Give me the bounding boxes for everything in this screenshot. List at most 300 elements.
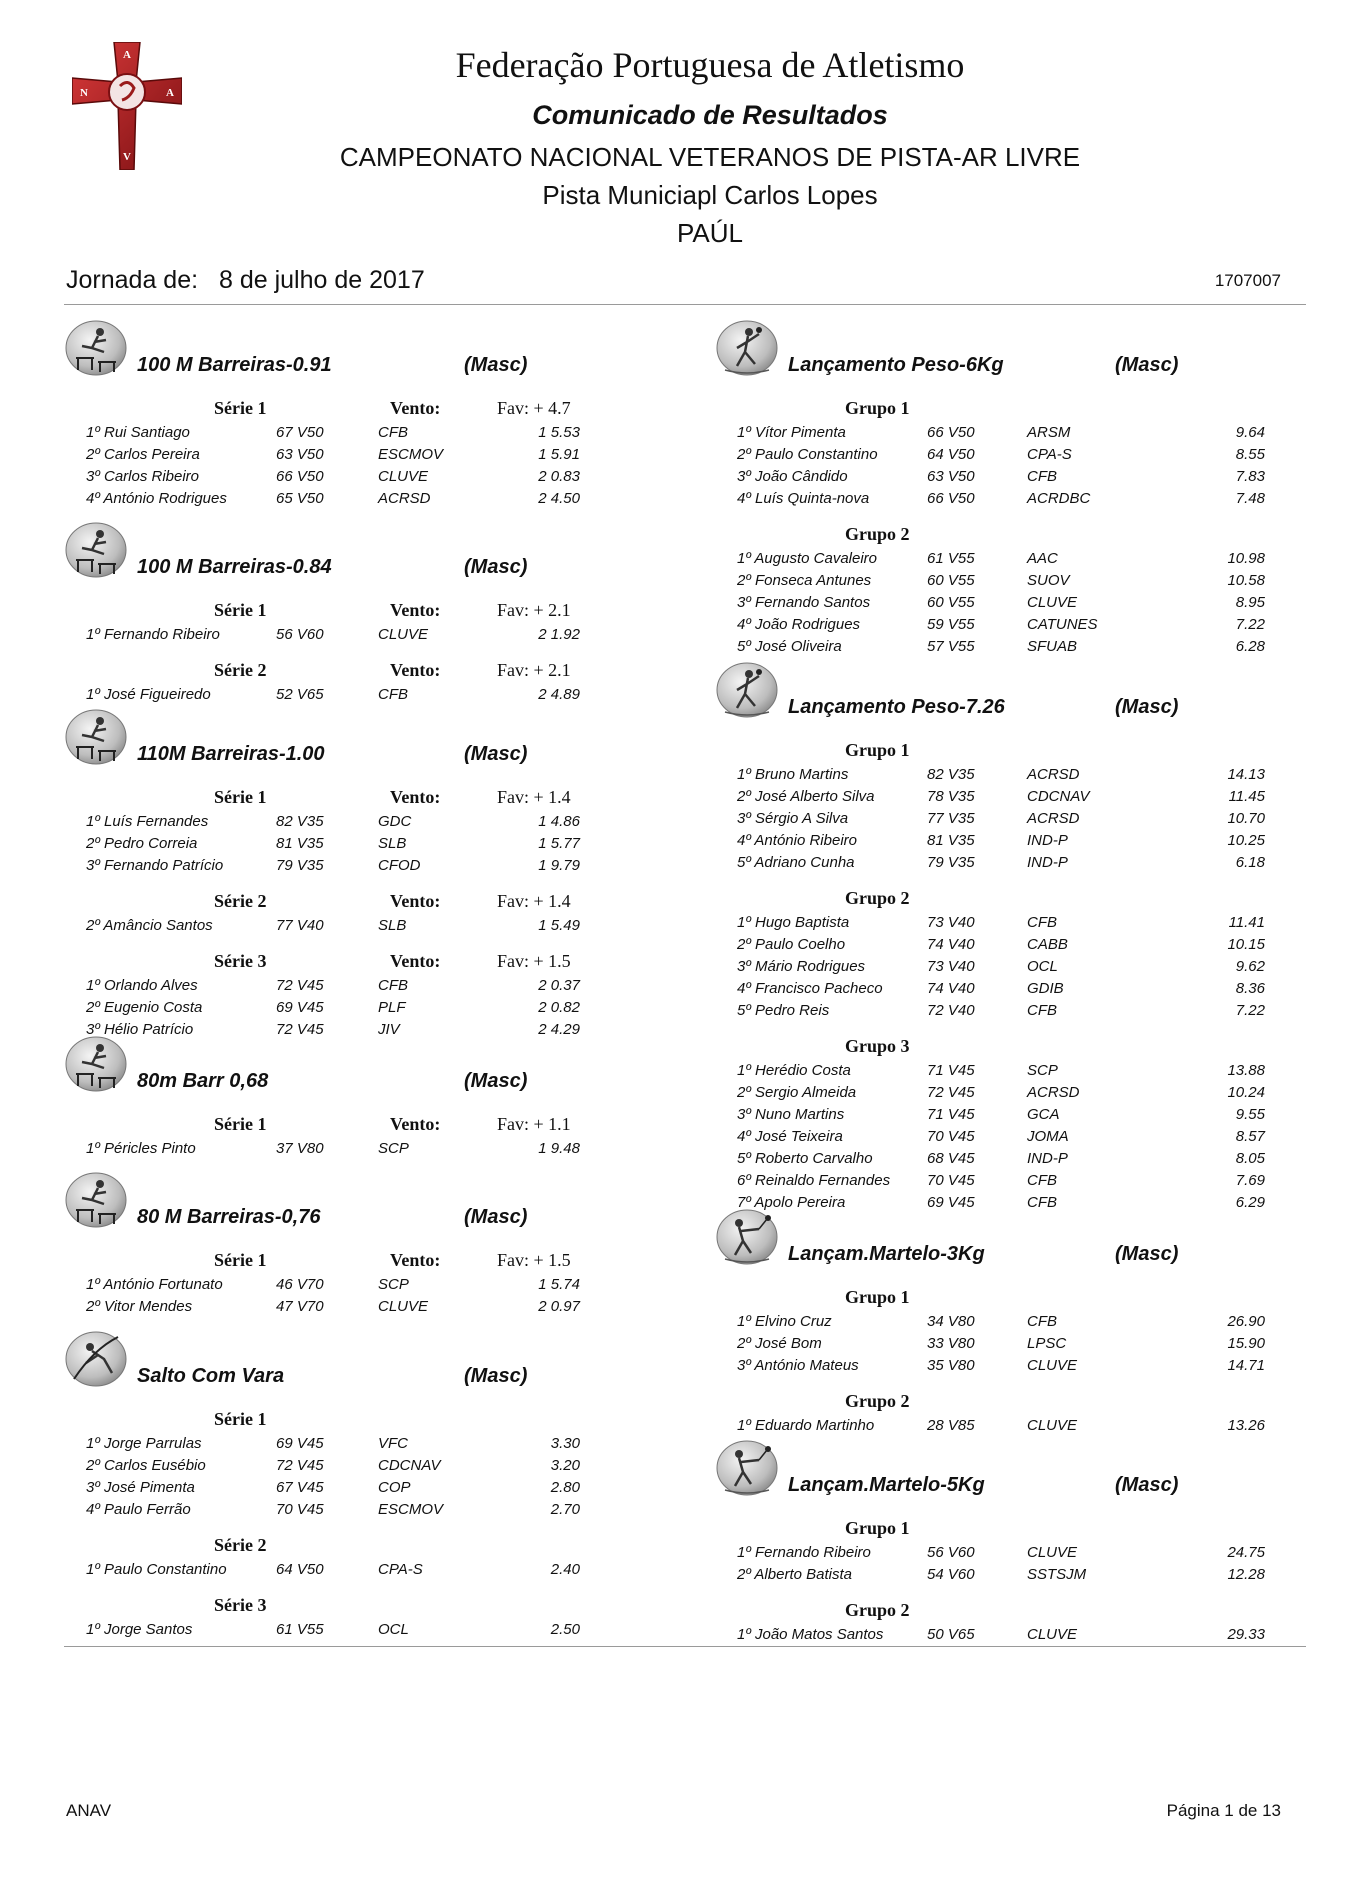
result-row bbox=[715, 592, 1315, 614]
result-row bbox=[64, 833, 664, 855]
athlete-result: 15.90 bbox=[1227, 1335, 1265, 1352]
shot-put-icon bbox=[715, 660, 779, 720]
hurdles-icon bbox=[64, 707, 128, 767]
athlete-place-name: 3º Hélio Patrício bbox=[86, 1021, 194, 1038]
athlete-age-class: 67 V45 bbox=[276, 1479, 324, 1496]
athlete-club: SCP bbox=[1027, 1062, 1058, 1079]
athlete-place-name: 2º Pedro Correia bbox=[86, 835, 198, 852]
result-row bbox=[715, 466, 1315, 488]
city-name: PAÚL bbox=[677, 218, 743, 248]
athlete-age-class: 70 V45 bbox=[927, 1128, 975, 1145]
athlete-age-class: 79 V35 bbox=[276, 857, 324, 874]
athlete-result: 2 4.50 bbox=[538, 490, 580, 507]
athlete-age-class: 72 V40 bbox=[927, 1002, 975, 1019]
athlete-age-class: 59 V55 bbox=[927, 616, 975, 633]
page-number: Página 1 de 13 bbox=[1166, 1801, 1281, 1820]
wind-value: Fav: + 1.5 bbox=[497, 951, 571, 971]
athlete-place-name: 2º Fonseca Antunes bbox=[737, 572, 872, 589]
group-header bbox=[715, 1389, 1315, 1415]
result-row bbox=[715, 934, 1315, 956]
wind-label: Vento: bbox=[390, 1114, 441, 1134]
date-label: Jornada de: bbox=[66, 266, 199, 294]
result-row bbox=[64, 1477, 664, 1499]
athlete-club: CFB bbox=[1027, 1313, 1057, 1330]
result-row bbox=[715, 808, 1315, 830]
athlete-place-name: 1º Hugo Baptista bbox=[737, 914, 850, 931]
group-label: Grupo 3 bbox=[845, 1036, 910, 1056]
event-block bbox=[64, 707, 664, 1041]
wind-value: Fav: + 1.1 bbox=[497, 1114, 571, 1134]
athlete-result: 24.75 bbox=[1227, 1544, 1265, 1561]
event-header bbox=[64, 520, 664, 598]
athlete-club: SLB bbox=[378, 917, 407, 934]
hurdles-icon bbox=[64, 520, 128, 580]
top-divider bbox=[64, 304, 1306, 305]
wind-value: Fav: + 4.7 bbox=[497, 398, 571, 418]
athlete-age-class: 47 V70 bbox=[276, 1298, 324, 1315]
athlete-age-class: 72 V45 bbox=[276, 1021, 324, 1038]
athlete-result: 14.71 bbox=[1227, 1357, 1265, 1374]
wind-value: Fav: + 1.5 bbox=[497, 1250, 571, 1270]
wind-label: Vento: bbox=[390, 951, 441, 971]
event-title: 80 M Barreiras-0,76 bbox=[137, 1206, 321, 1228]
athlete-result: 2 1.92 bbox=[538, 626, 580, 643]
athlete-place-name: 1º Elvino Cruz bbox=[737, 1313, 832, 1330]
athlete-place-name: 3º Fernando Santos bbox=[737, 594, 871, 611]
athlete-club: CFB bbox=[1027, 1194, 1057, 1211]
athlete-club: OCL bbox=[378, 1621, 409, 1638]
wind-label: Vento: bbox=[390, 398, 441, 418]
event-header bbox=[715, 1207, 1315, 1285]
athlete-result: 29.33 bbox=[1227, 1626, 1265, 1643]
result-row bbox=[715, 1170, 1315, 1192]
athlete-place-name: 2º Eugenio Costa bbox=[86, 999, 203, 1016]
athlete-club: PLF bbox=[378, 999, 406, 1016]
event-block bbox=[64, 520, 664, 706]
athlete-place-name: 3º José Pimenta bbox=[86, 1479, 195, 1496]
event-header bbox=[715, 660, 1315, 738]
event-title: Lançam.Martelo-3Kg bbox=[788, 1243, 985, 1265]
athlete-result: 7.69 bbox=[1235, 1172, 1265, 1189]
athlete-place-name: 5º Adriano Cunha bbox=[737, 854, 855, 871]
athlete-age-class: 77 V35 bbox=[927, 810, 975, 827]
athlete-result: 7.48 bbox=[1235, 490, 1265, 507]
athlete-age-class: 69 V45 bbox=[276, 1435, 324, 1452]
group-header bbox=[715, 396, 1315, 422]
athlete-place-name: 1º Eduardo Martinho bbox=[737, 1417, 875, 1434]
athlete-age-class: 67 V50 bbox=[276, 424, 324, 441]
svg-text:N: N bbox=[80, 87, 88, 99]
athlete-club: SFUAB bbox=[1027, 638, 1078, 655]
result-row bbox=[64, 444, 664, 466]
athlete-club: VFC bbox=[378, 1435, 408, 1452]
athlete-result: 2 0.37 bbox=[538, 977, 580, 994]
group-header bbox=[64, 1112, 664, 1138]
athlete-result: 13.26 bbox=[1227, 1417, 1265, 1434]
result-row bbox=[715, 636, 1315, 658]
athlete-place-name: 1º António Fortunato bbox=[86, 1276, 223, 1293]
result-row bbox=[715, 1564, 1315, 1586]
athlete-age-class: 63 V50 bbox=[927, 468, 975, 485]
result-row bbox=[715, 786, 1315, 808]
footer-organization: ANAV bbox=[66, 1801, 112, 1820]
athlete-age-class: 35 V80 bbox=[927, 1357, 975, 1374]
event-header bbox=[64, 318, 664, 396]
athlete-age-class: 81 V35 bbox=[276, 835, 324, 852]
athlete-place-name: 3º Sérgio A Silva bbox=[737, 810, 849, 827]
result-row bbox=[64, 915, 664, 937]
athlete-place-name: 4º António Ribeiro bbox=[737, 832, 857, 849]
athlete-place-name: 1º Fernando Ribeiro bbox=[737, 1544, 871, 1561]
athlete-age-class: 34 V80 bbox=[927, 1313, 975, 1330]
athlete-place-name: 1º Jorge Parrulas bbox=[86, 1435, 202, 1452]
athlete-place-name: 1º Bruno Martins bbox=[737, 766, 849, 783]
result-row bbox=[715, 912, 1315, 934]
athlete-age-class: 79 V35 bbox=[927, 854, 975, 871]
result-row bbox=[715, 444, 1315, 466]
athlete-age-class: 78 V35 bbox=[927, 788, 975, 805]
athlete-age-class: 74 V40 bbox=[927, 980, 975, 997]
event-gender: (Masc) bbox=[464, 556, 528, 578]
athlete-result: 9.55 bbox=[1235, 1106, 1265, 1123]
athlete-club: CFB bbox=[378, 977, 408, 994]
athlete-place-name: 3º João Cândido bbox=[737, 468, 848, 485]
result-row bbox=[715, 1624, 1315, 1646]
athlete-place-name: 1º José Figueiredo bbox=[86, 686, 211, 703]
result-row bbox=[715, 548, 1315, 570]
group-label: Série 1 bbox=[214, 1250, 267, 1270]
result-row bbox=[715, 614, 1315, 636]
athlete-result: 11.45 bbox=[1228, 788, 1265, 805]
wind-label: Vento: bbox=[390, 891, 441, 911]
athlete-place-name: 3º Carlos Ribeiro bbox=[86, 468, 200, 485]
event-block bbox=[64, 1170, 664, 1318]
group-header bbox=[715, 1516, 1315, 1542]
group-header bbox=[715, 1034, 1315, 1060]
athlete-result: 10.24 bbox=[1227, 1084, 1265, 1101]
result-row bbox=[64, 975, 664, 997]
athlete-place-name: 1º Luís Fernandes bbox=[86, 813, 209, 830]
athlete-club: CFB bbox=[378, 686, 408, 703]
athlete-place-name: 4º Francisco Pacheco bbox=[737, 980, 883, 997]
athlete-club: CABB bbox=[1027, 936, 1068, 953]
result-row bbox=[715, 1000, 1315, 1022]
result-row bbox=[64, 684, 664, 706]
date-line bbox=[66, 266, 425, 295]
pole-vault-icon bbox=[64, 1329, 128, 1389]
result-row bbox=[715, 764, 1315, 786]
athlete-result: 12.28 bbox=[1227, 1566, 1265, 1583]
result-row bbox=[715, 978, 1315, 1000]
document-number: 1707007 bbox=[1214, 271, 1281, 290]
event-gender: (Masc) bbox=[1115, 696, 1179, 718]
group-label: Série 1 bbox=[214, 398, 267, 418]
athlete-result: 8.55 bbox=[1235, 446, 1265, 463]
athlete-club: GCA bbox=[1027, 1106, 1060, 1123]
athlete-result: 1 5.49 bbox=[538, 917, 580, 934]
athlete-place-name: 5º José Oliveira bbox=[737, 638, 842, 655]
group-header bbox=[64, 598, 664, 624]
hurdles-icon bbox=[64, 318, 128, 378]
athlete-club: SLB bbox=[378, 835, 407, 852]
athlete-result: 10.25 bbox=[1227, 832, 1265, 849]
wind-label: Vento: bbox=[390, 600, 441, 620]
athlete-club: GDC bbox=[378, 813, 412, 830]
athlete-age-class: 72 V45 bbox=[927, 1084, 975, 1101]
athlete-place-name: 4º Paulo Ferrão bbox=[86, 1501, 191, 1518]
wind-label: Vento: bbox=[390, 787, 441, 807]
athlete-result: 2 0.97 bbox=[538, 1298, 580, 1315]
athlete-age-class: 63 V50 bbox=[276, 446, 324, 463]
athlete-place-name: 2º Vitor Mendes bbox=[86, 1298, 193, 1315]
group-header bbox=[715, 738, 1315, 764]
athlete-result: 8.05 bbox=[1235, 1150, 1265, 1167]
athlete-result: 1 4.86 bbox=[538, 813, 580, 830]
group-label: Grupo 1 bbox=[845, 1287, 910, 1307]
athlete-age-class: 71 V45 bbox=[927, 1106, 975, 1123]
athlete-age-class: 69 V45 bbox=[276, 999, 324, 1016]
event-title: Lançamento Peso-6Kg bbox=[788, 354, 1004, 376]
wind-label: Vento: bbox=[390, 660, 441, 680]
athlete-club: CPA-S bbox=[1027, 446, 1072, 463]
athlete-age-class: 64 V50 bbox=[927, 446, 975, 463]
result-row bbox=[715, 1355, 1315, 1377]
athlete-club: IND-P bbox=[1027, 832, 1068, 849]
group-label: Grupo 1 bbox=[845, 398, 910, 418]
group-header bbox=[715, 886, 1315, 912]
athlete-result: 13.88 bbox=[1227, 1062, 1265, 1079]
athlete-place-name: 6º Reinaldo Fernandes bbox=[737, 1172, 891, 1189]
wind-value: Fav: + 2.1 bbox=[497, 660, 571, 680]
athlete-result: 3.30 bbox=[550, 1435, 580, 1452]
wind-value: Fav: + 2.1 bbox=[497, 600, 571, 620]
championship-name: CAMPEONATO NACIONAL VETERANOS DE PISTA-AR LIVRE bbox=[339, 142, 1081, 172]
result-row bbox=[715, 1104, 1315, 1126]
athlete-place-name: 2º Alberto Batista bbox=[737, 1566, 852, 1583]
athlete-club: CLUVE bbox=[378, 626, 429, 643]
svg-text:V: V bbox=[123, 151, 131, 163]
athlete-age-class: 82 V35 bbox=[276, 813, 324, 830]
athlete-age-class: 66 V50 bbox=[927, 490, 975, 507]
athlete-club: SCP bbox=[378, 1140, 409, 1157]
group-header bbox=[715, 1285, 1315, 1311]
athlete-age-class: 28 V85 bbox=[927, 1417, 975, 1434]
athlete-place-name: 2º Paulo Constantino bbox=[737, 446, 878, 463]
athlete-club: CDCNAV bbox=[1027, 788, 1090, 805]
event-gender: (Masc) bbox=[464, 1070, 528, 1092]
hammer-throw-icon bbox=[715, 1438, 779, 1498]
athlete-place-name: 1º Rui Santiago bbox=[86, 424, 190, 441]
athlete-place-name: 4º Luís Quinta-nova bbox=[737, 490, 870, 507]
athlete-club: CFB bbox=[1027, 914, 1057, 931]
athlete-age-class: 52 V65 bbox=[276, 686, 324, 703]
athlete-place-name: 1º João Matos Santos bbox=[737, 1626, 884, 1643]
athlete-result: 7.83 bbox=[1235, 468, 1265, 485]
event-block bbox=[64, 318, 664, 510]
athlete-place-name: 2º Sergio Almeida bbox=[737, 1084, 857, 1101]
athlete-result: 8.95 bbox=[1235, 594, 1265, 611]
athlete-result: 9.62 bbox=[1235, 958, 1265, 975]
event-gender: (Masc) bbox=[464, 1206, 528, 1228]
event-gender: (Masc) bbox=[464, 1365, 528, 1387]
athlete-club: CFB bbox=[378, 424, 408, 441]
result-row bbox=[64, 1559, 664, 1581]
athlete-result: 8.57 bbox=[1235, 1128, 1265, 1145]
athlete-result: 6.28 bbox=[1235, 638, 1265, 655]
athlete-place-name: 3º Mário Rodrigues bbox=[737, 958, 866, 975]
athlete-result: 9.64 bbox=[1235, 424, 1265, 441]
athlete-place-name: 3º António Mateus bbox=[737, 1357, 859, 1374]
athlete-place-name: 2º Carlos Pereira bbox=[86, 446, 200, 463]
athlete-place-name: 2º José Bom bbox=[737, 1335, 822, 1352]
event-title: Lançamento Peso-7.26 bbox=[788, 696, 1005, 718]
event-header bbox=[64, 707, 664, 785]
event-header bbox=[64, 1034, 664, 1112]
athlete-club: CFB bbox=[1027, 468, 1057, 485]
athlete-club: ACRSD bbox=[1027, 810, 1080, 827]
athlete-club: CLUVE bbox=[1027, 1626, 1078, 1643]
result-row bbox=[64, 997, 664, 1019]
svg-text:A: A bbox=[123, 49, 131, 61]
athlete-result: 2.70 bbox=[550, 1501, 580, 1518]
event-header bbox=[64, 1329, 664, 1407]
event-header bbox=[715, 1438, 1315, 1516]
group-label: Grupo 2 bbox=[845, 1600, 910, 1620]
group-label: Grupo 2 bbox=[845, 1391, 910, 1411]
athlete-club: SSTSJM bbox=[1027, 1566, 1087, 1583]
event-title: Lançam.Martelo-5Kg bbox=[788, 1474, 985, 1496]
result-row bbox=[715, 1333, 1315, 1355]
athlete-age-class: 68 V45 bbox=[927, 1150, 975, 1167]
athlete-place-name: 4º José Teixeira bbox=[737, 1128, 843, 1145]
event-block bbox=[715, 1207, 1315, 1437]
athlete-place-name: 3º Fernando Patrício bbox=[86, 857, 224, 874]
athlete-club: ESCMOV bbox=[378, 1501, 444, 1518]
result-row bbox=[715, 1126, 1315, 1148]
athlete-age-class: 61 V55 bbox=[927, 550, 975, 567]
athlete-place-name: 4º António Rodrigues bbox=[86, 490, 227, 507]
athlete-result: 2.80 bbox=[550, 1479, 580, 1496]
group-header bbox=[64, 1533, 664, 1559]
athlete-club: COP bbox=[378, 1479, 411, 1496]
group-header bbox=[64, 658, 664, 684]
athlete-age-class: 73 V40 bbox=[927, 914, 975, 931]
athlete-club: ACRSD bbox=[378, 490, 431, 507]
athlete-result: 1 5.77 bbox=[538, 835, 580, 852]
athlete-place-name: 1º Augusto Cavaleiro bbox=[737, 550, 878, 567]
athlete-age-class: 81 V35 bbox=[927, 832, 975, 849]
athlete-club: CLUVE bbox=[1027, 1417, 1078, 1434]
athlete-place-name: 3º Nuno Martins bbox=[737, 1106, 845, 1123]
group-header bbox=[715, 1598, 1315, 1624]
athlete-club: IND-P bbox=[1027, 854, 1068, 871]
athlete-result: 1 9.48 bbox=[538, 1140, 580, 1157]
athlete-club: ESCMOV bbox=[378, 446, 444, 463]
svg-text:A: A bbox=[166, 87, 174, 99]
event-block bbox=[715, 660, 1315, 1214]
athlete-place-name: 5º Pedro Reis bbox=[737, 1002, 830, 1019]
athlete-place-name: 2º Carlos Eusébio bbox=[86, 1457, 206, 1474]
athlete-club: CLUVE bbox=[1027, 594, 1078, 611]
athlete-place-name: 7º Apolo Pereira bbox=[737, 1194, 846, 1211]
event-title: 80m Barr 0,68 bbox=[137, 1070, 269, 1092]
athlete-result: 2 0.82 bbox=[538, 999, 580, 1016]
athlete-club: CLUVE bbox=[378, 468, 429, 485]
group-label: Série 1 bbox=[214, 787, 267, 807]
athlete-club: SCP bbox=[378, 1276, 409, 1293]
wind-value: Fav: + 1.4 bbox=[497, 891, 571, 911]
group-label: Grupo 2 bbox=[845, 888, 910, 908]
result-row bbox=[715, 852, 1315, 874]
anav-logo bbox=[72, 42, 182, 170]
event-gender: (Masc) bbox=[1115, 354, 1179, 376]
athlete-place-name: 2º Amâncio Santos bbox=[86, 917, 213, 934]
result-row bbox=[64, 1499, 664, 1521]
shot-put-icon bbox=[715, 318, 779, 378]
result-row bbox=[715, 1542, 1315, 1564]
athlete-club: AAC bbox=[1027, 550, 1058, 567]
athlete-club: CFB bbox=[1027, 1002, 1057, 1019]
group-label: Série 3 bbox=[214, 1595, 267, 1615]
athlete-result: 7.22 bbox=[1235, 616, 1265, 633]
athlete-age-class: 71 V45 bbox=[927, 1062, 975, 1079]
athlete-result: 7.22 bbox=[1235, 1002, 1265, 1019]
athlete-club: CLUVE bbox=[378, 1298, 429, 1315]
athlete-age-class: 33 V80 bbox=[927, 1335, 975, 1352]
result-row bbox=[64, 811, 664, 833]
athlete-club: JOMA bbox=[1027, 1128, 1069, 1145]
date-value: 8 de julho de 2017 bbox=[219, 266, 425, 294]
athlete-result: 6.18 bbox=[1235, 854, 1265, 871]
event-title: Salto Com Vara bbox=[137, 1365, 285, 1387]
athlete-result: 10.98 bbox=[1227, 550, 1265, 567]
venue-name: Pista Municiapl Carlos Lopes bbox=[542, 180, 878, 210]
athlete-place-name: 4º João Rodrigues bbox=[737, 616, 861, 633]
athlete-result: 10.70 bbox=[1227, 810, 1265, 827]
athlete-result: 1 5.53 bbox=[538, 424, 580, 441]
athlete-club: ARSM bbox=[1027, 424, 1071, 441]
result-row bbox=[715, 956, 1315, 978]
athlete-result: 2.40 bbox=[550, 1561, 580, 1578]
athlete-place-name: 5º Roberto Carvalho bbox=[737, 1150, 873, 1167]
organization-title: Federação Portuguesa de Atletismo bbox=[455, 45, 965, 85]
athlete-club: GDIB bbox=[1027, 980, 1064, 997]
result-row bbox=[64, 855, 664, 877]
result-row bbox=[64, 624, 664, 646]
athlete-club: CPA-S bbox=[378, 1561, 423, 1578]
athlete-club: CDCNAV bbox=[378, 1457, 441, 1474]
athlete-age-class: 60 V55 bbox=[927, 594, 975, 611]
event-header bbox=[715, 318, 1315, 396]
athlete-place-name: 1º Péricles Pinto bbox=[86, 1140, 196, 1157]
group-label: Grupo 2 bbox=[845, 524, 910, 544]
athlete-age-class: 77 V40 bbox=[276, 917, 324, 934]
result-row bbox=[715, 488, 1315, 510]
event-gender: (Masc) bbox=[464, 354, 528, 376]
athlete-age-class: 66 V50 bbox=[276, 468, 324, 485]
group-label: Série 3 bbox=[214, 951, 267, 971]
result-row bbox=[715, 1082, 1315, 1104]
result-row bbox=[64, 1455, 664, 1477]
group-header bbox=[715, 522, 1315, 548]
wind-label: Vento: bbox=[390, 1250, 441, 1270]
athlete-place-name: 2º José Alberto Silva bbox=[737, 788, 875, 805]
event-title: 110M Barreiras-1.00 bbox=[137, 743, 325, 765]
athlete-result: 1 9.79 bbox=[538, 857, 580, 874]
result-row bbox=[715, 422, 1315, 444]
athlete-result: 2 0.83 bbox=[538, 468, 580, 485]
hurdles-icon bbox=[64, 1034, 128, 1094]
